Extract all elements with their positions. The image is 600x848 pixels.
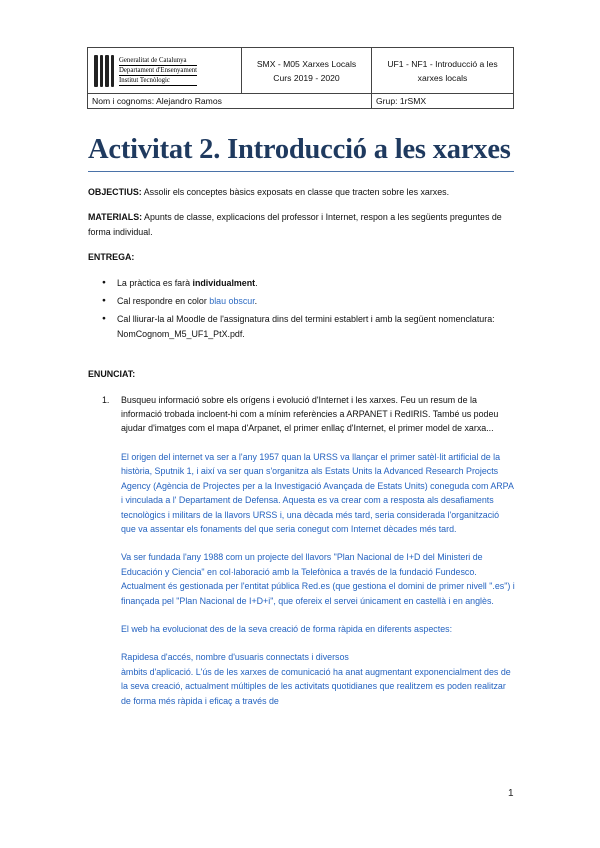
question-1 — [88, 393, 516, 436]
unit-cell: UF1 - NF1 - Introducció a les xarxes locals — [372, 48, 514, 94]
course-cell — [242, 48, 372, 94]
blue-colour-text: blau obscur — [209, 296, 255, 307]
objectives-paragraph — [88, 185, 516, 199]
answer-paragraph-2: Va ser fundada l'any 1988 com un projecte del llavors "Plan Nacional de I+D del Ministeri de Educación y Ciencia" en col·laboració amb la Telefònica a través de la fundació Fundesco. Actualment és gestionada per l'entitat pública Red.es (que gestiona el domini de primer nivell ".es") i finançada pel "Plan Nacional de I+D+i", que ofereix el servei únicament en castellà i en anglès. — [121, 552, 515, 606]
objectives-label: OBJECTIUS: — [88, 187, 142, 197]
list-item: ● Cal respondre en color blau obscur. — [102, 294, 516, 308]
materials-paragraph — [88, 210, 516, 239]
question-text: Busqueu informació sobre els orígens i evolució d'Internet i les xarxes. Feu un resum de la informació trobada incloent-hi com a mínim referències a ARPANET i RedIRIS. També us podeu ajudar d'imatges com el mapa d'Arpanet, el primer enllaç d'Internet, el primer model de xarxa... — [121, 394, 499, 434]
answer-block — [88, 450, 516, 708]
logo-line-1: Generalitat de Catalunya — [119, 56, 197, 66]
generalitat-logo-icon — [94, 55, 114, 87]
list-item: ● La pràctica es farà individualment. — [102, 276, 516, 290]
answer-paragraph-3: El web ha evolucionat des de la seva creació de forma ràpida en diferents aspectes: — [121, 623, 453, 634]
logo-line-3: Institut Tecnòlogic — [119, 76, 197, 86]
header-table — [87, 47, 514, 109]
entrega-label: ENTREGA: — [88, 252, 135, 263]
page-number: 1 — [508, 788, 514, 799]
student-group: Grup: 1rSMX — [372, 94, 514, 109]
question-number: 1. — [102, 394, 110, 405]
document-body — [88, 185, 516, 708]
enunciat-label: ENUNCIAT: — [88, 369, 136, 380]
answer-paragraph-4b: àmbits d'aplicació. L'ús de les xarxes de comunicació ha anat augmentant exponencialment des de la seva creació, actualment múltiples de les activitats quotidianes que realitzem es poden realitzar de forma més ràpida i eficaç a través de — [121, 666, 511, 706]
entrega-list — [102, 276, 516, 342]
logo-text — [119, 56, 197, 86]
logo-cell — [88, 48, 242, 94]
objectives-text: Assolir els conceptes bàsics exposats en classe que tracten sobre les xarxes. — [141, 187, 450, 197]
materials-text: Apunts de classe, explicacions del professor i Internet, respon a les següents preguntes de forma individual. — [88, 212, 502, 237]
course-year: Curs 2019 - 2020 — [273, 72, 340, 83]
page-title: Activitat 2. Introducció a les xarxes — [88, 133, 514, 172]
logo-line-2: Departament d'Ensenyament — [119, 66, 198, 74]
answer-paragraph-4a: Rapidesa d'accés, nombre d'usuaris connectats i diversos — [121, 652, 349, 663]
materials-label: MATERIALS: — [88, 212, 143, 223]
answer-paragraph-1: El origen del internet va ser a l'any 1957 quan la URSS va llançar el primer satèl·lit artificial de la història, Sputnik 1, i així va ser quan s'organitza als Estats Units la Advanced Research Projects Agency (Agència de Projectes per a la Investigació Avançada de Estats Units) coneguda com ARPA i vinculada a l' Departament de Defensa. Aquesta es va crear com a resposta als desafiaments tecnològics i militars de la llavors URSS i, una dècada més tard, seria considerada l'organització que va assentar els fonaments del que seria conegut com Internet dècades més tard. — [121, 451, 514, 534]
list-item: ● Cal lliurar-la al Moodle de l'assignatura dins del termini establert i amb la següent nomenclatura: NomCognom_M5_UF1_PtX.pdf. — [102, 312, 516, 341]
student-name: Nom i cognoms: Alejandro Ramos — [88, 94, 372, 109]
course-name: SMX - M05 Xarxes Locals — [256, 58, 357, 69]
